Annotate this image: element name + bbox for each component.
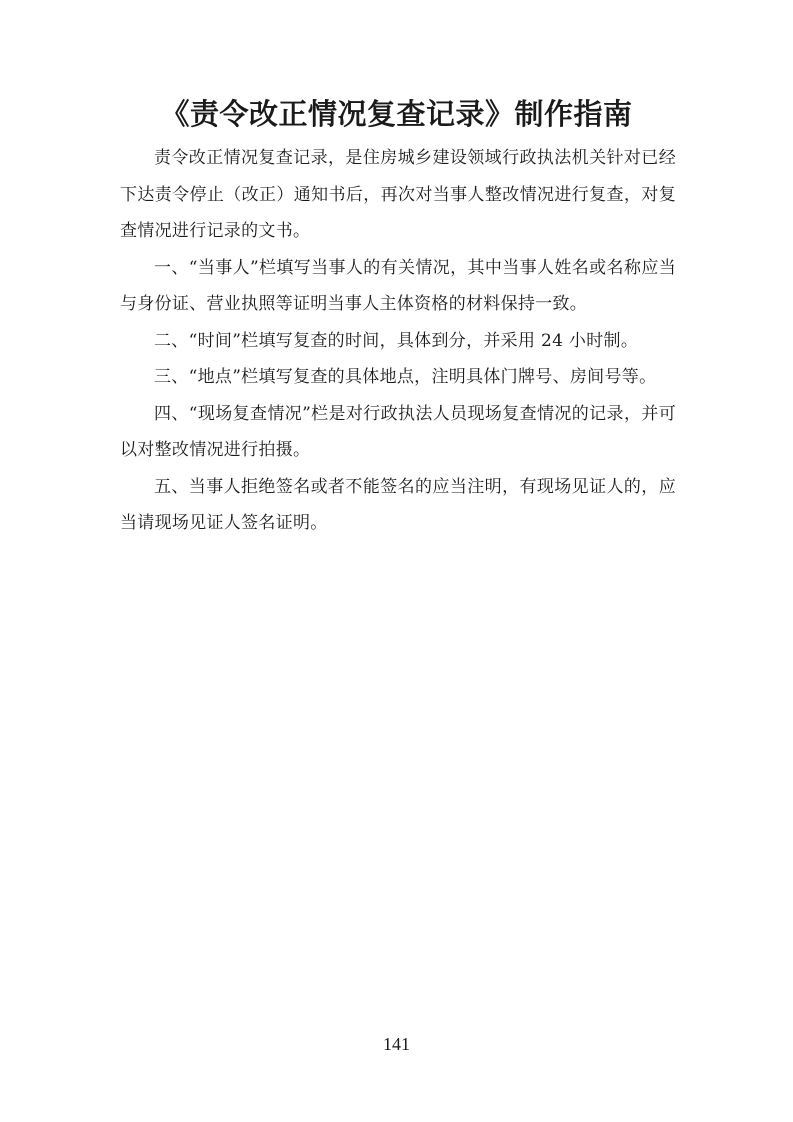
document-title: 《责令改正情况复查记录》制作指南 [160, 97, 633, 131]
paragraph-item-1: 一、“当事人”栏填写当事人的有关情况，其中当事人姓名或名称应当与身份证、营业执照等证明当事人主体资格的材料保持一致。 [120, 257, 676, 314]
paragraph-item-3: 三、“地点”栏填写复查的具体地点，注明具体门牌号、房间号等。 [154, 367, 657, 387]
paragraph-item-5: 五、当事人拒绝签名或者不能签名的应当注明，有现场见证人的，应当请现场见证人签名证明。 [120, 476, 676, 533]
page-number: 141 [383, 1034, 410, 1054]
paragraph-item-4: 四、“现场复查情况”栏是对行政执法人员现场复查情况的记录，并可以对整改情况进行拍摄。 [120, 403, 676, 460]
document-body [120, 140, 676, 542]
paragraph-item-2: 二、“时间”栏填写复查的时间，具体到分，并采用 24 小时制。 [154, 330, 639, 351]
paragraph-intro: 责令改正情况复查记录，是住房城乡建设领域行政执法机关针对已经下达责令停止（改正）通知书后，再次对当事人整改情况进行复查，对复查情况进行记录的文书。 [120, 148, 676, 241]
